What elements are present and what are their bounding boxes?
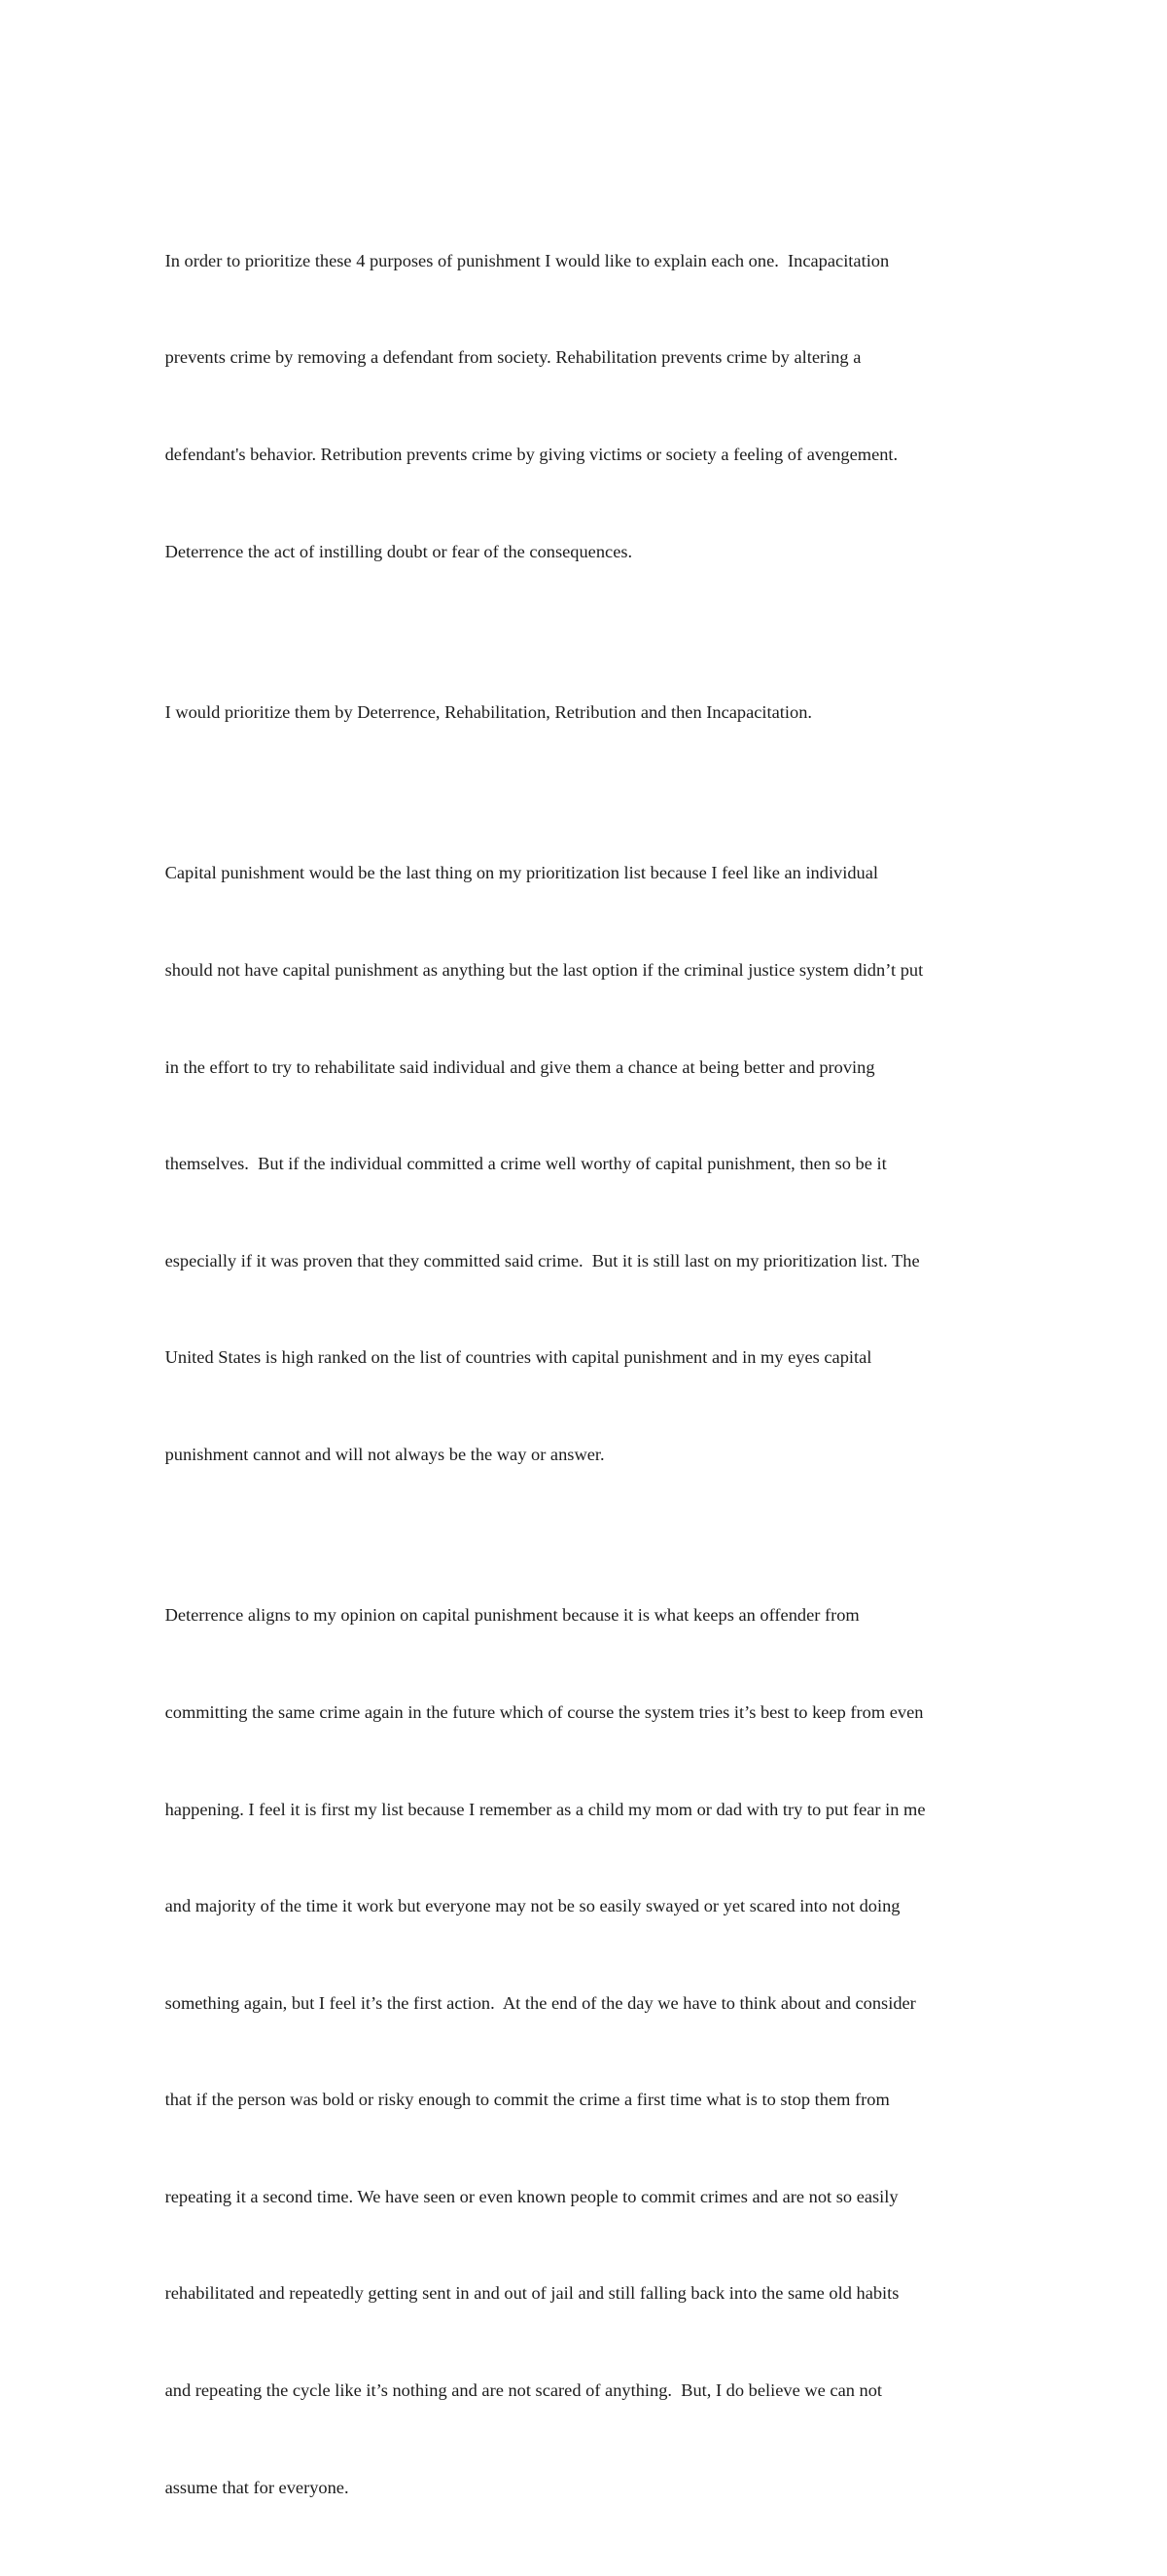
paragraph-4-line-1: Deterrence aligns to my opinion on capital punishment because it is what keeps an offender from bbox=[164, 1605, 860, 1626]
paragraph-3-line-2: should not have capital punishment as anything but the last option if the criminal justice system didn’t put bbox=[164, 959, 924, 980]
paragraph-3-line-3: in the effort to try to rehabilitate said individual and give them a chance at being better and proving bbox=[164, 1056, 875, 1077]
paragraph-4-line-9: and repeating the cycle like it’s nothing and are not scared of anything. But, I do believe we can not bbox=[164, 2380, 883, 2401]
paragraph-4-line-7: repeating it a second time. We have seen or even known people to commit crimes and are not so easily bbox=[164, 2186, 899, 2206]
paragraph-4-line-8: rehabilitated and repeatedly getting sent in and out of jail and still falling back into the same old habits bbox=[164, 2283, 900, 2304]
paragraph-4-line-6: that if the person was bold or risky enough to commit the crime a first time what is to stop them from bbox=[164, 2090, 890, 2110]
paragraph-3-line-4: themselves. But if the individual committed a crime well worthy of capital punishment, then so be it bbox=[164, 1154, 887, 1174]
paragraph-1 bbox=[138, 189, 1033, 625]
paragraph-3-line-1: Capital punishment would be the last thing on my prioritization list because I feel like an individual bbox=[164, 863, 879, 883]
paragraph-3 bbox=[138, 802, 1033, 1528]
document-body bbox=[138, 189, 1033, 2576]
paragraph-2 bbox=[138, 640, 1033, 785]
paragraph-3-line-5: especially if it was proven that they committed said crime. But it is still last on my prioritization list. The bbox=[164, 1250, 920, 1270]
paragraph-4 bbox=[138, 1544, 1033, 2561]
paragraph-3-line-7: punishment cannot and will not always be the way or answer. bbox=[164, 1444, 605, 1464]
paragraph-4-line-4: and majority of the time it work but everyone may not be so easily swayed or yet scared into not doing bbox=[164, 1896, 901, 1916]
paragraph-4-line-2: committing the same crime again in the future which of course the system tries it’s best to keep from even bbox=[164, 1701, 924, 1722]
paragraph-1-line-2: prevents crime by removing a defendant from society. Rehabilitation prevents crime by altering a bbox=[164, 347, 862, 368]
paragraph-4-line-10: assume that for everyone. bbox=[164, 2477, 349, 2497]
paragraph-2-line-1: I would prioritize them by Deterrence, Rehabilitation, Retribution and then Incapacitation. bbox=[164, 701, 813, 722]
paragraph-1-line-4: Deterrence the act of instilling doubt or fear of the consequences. bbox=[164, 541, 633, 561]
paragraph-3-line-6: United States is high ranked on the list of countries with capital punishment and in my eyes capital bbox=[164, 1347, 872, 1368]
paragraph-1-line-1: In order to prioritize these 4 purposes of punishment I would like to explain each one. Incapacitation bbox=[164, 250, 890, 270]
paragraph-1-line-3: defendant's behavior. Retribution prevents crime by giving victims or society a feeling of avengement. bbox=[164, 444, 899, 464]
paragraph-4-line-3: happening. I feel it is first my list because I remember as a child my mom or dad with try to put fear in me bbox=[164, 1799, 926, 1819]
paragraph-4-line-5: something again, but I feel it’s the first action. At the end of the day we have to think about and consider bbox=[164, 1992, 916, 2013]
